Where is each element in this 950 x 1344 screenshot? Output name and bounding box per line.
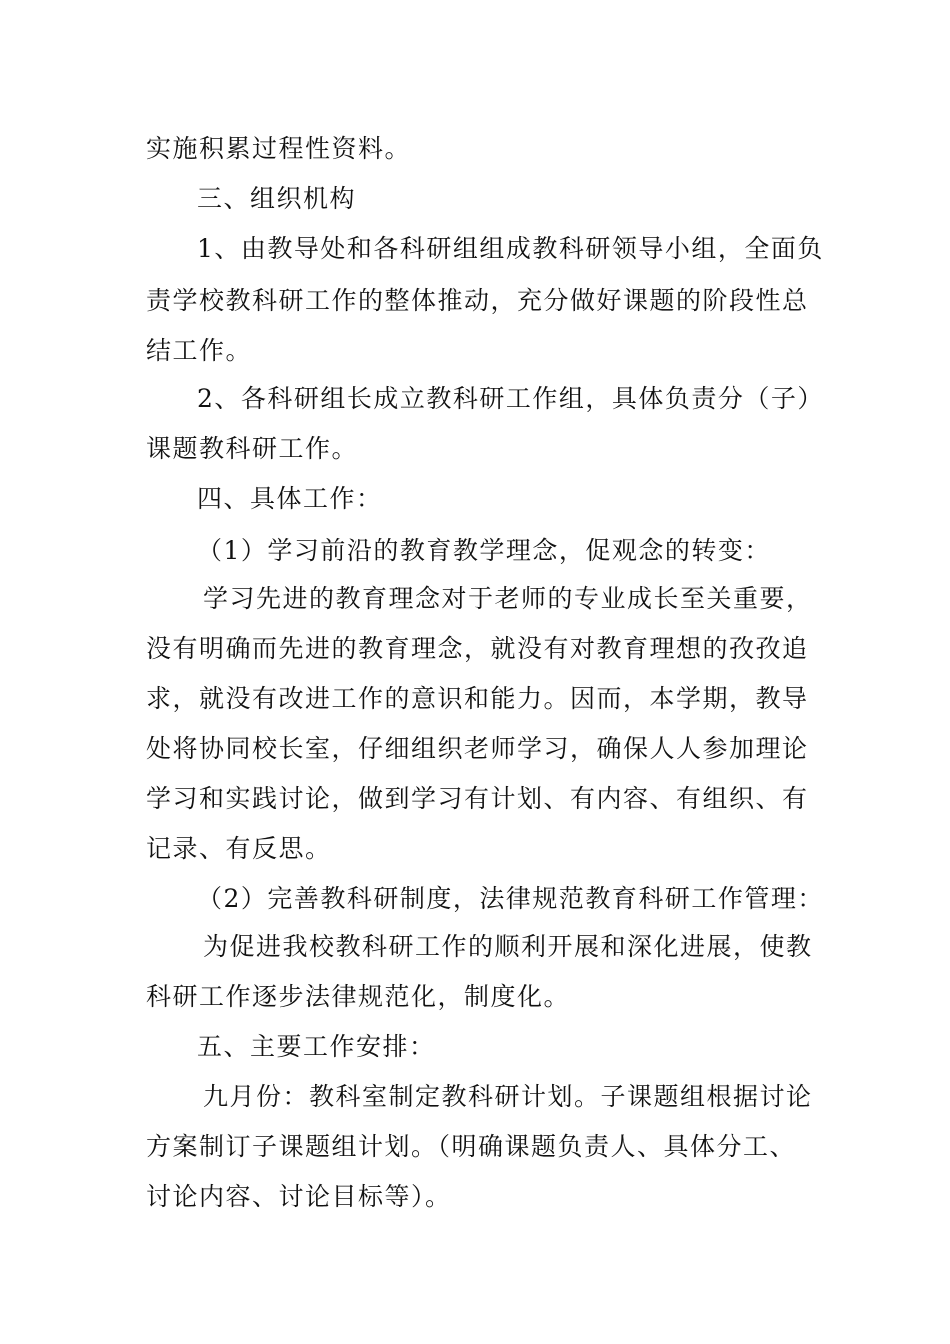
section-heading: 五、主要工作安排： — [197, 1032, 436, 1061]
text-line: 科研工作逐步法律规范化，制度化。 — [146, 982, 571, 1011]
text-line: 2、各科研组长成立教科研工作组，具体负责分（子） — [197, 384, 824, 413]
text-line: 课题教科研工作。 — [146, 434, 359, 463]
text-line: 处将协同校长室，仔细组织老师学习，确保人人参加理论 — [146, 734, 809, 763]
text-line: 求，就没有改进工作的意识和能力。因而，本学期，教导 — [146, 684, 809, 713]
section-heading: 四、具体工作： — [197, 484, 383, 513]
text-line: 没有明确而先进的教育理念，就没有对教育理想的孜孜追 — [146, 634, 809, 663]
section-heading: 三、组织机构 — [197, 184, 357, 213]
text-line: 实施积累过程性资料。 — [146, 134, 412, 163]
subsection-heading: （1）学习前沿的教育教学理念，促观念的转变： — [197, 536, 771, 565]
text-line: 1、由教导处和各科研组组成教科研领导小组，全面负 — [197, 234, 824, 263]
text-line: 结工作。 — [146, 336, 253, 365]
text-line: 记录、有反思。 — [146, 834, 332, 863]
text-line: 学习和实践讨论，做到学习有计划、有内容、有组织、有 — [146, 784, 809, 813]
text-line: 为促进我校教科研工作的顺利开展和深化进展，使教 — [203, 932, 813, 961]
subsection-heading: （2）完善教科研制度，法律规范教育科研工作管理： — [197, 884, 824, 913]
text-line: 讨论内容、讨论目标等）。 — [146, 1182, 452, 1211]
text-line: 学习先进的教育理念对于老师的专业成长至关重要， — [203, 584, 813, 613]
text-line: 九月份：教科室制定教科研计划。子课题组根据讨论 — [203, 1082, 813, 1111]
text-line: 责学校教科研工作的整体推动，充分做好课题的阶段性总 — [146, 286, 809, 315]
text-line: 方案制订子课题组计划。（明确课题负责人、具体分工、 — [146, 1132, 797, 1161]
